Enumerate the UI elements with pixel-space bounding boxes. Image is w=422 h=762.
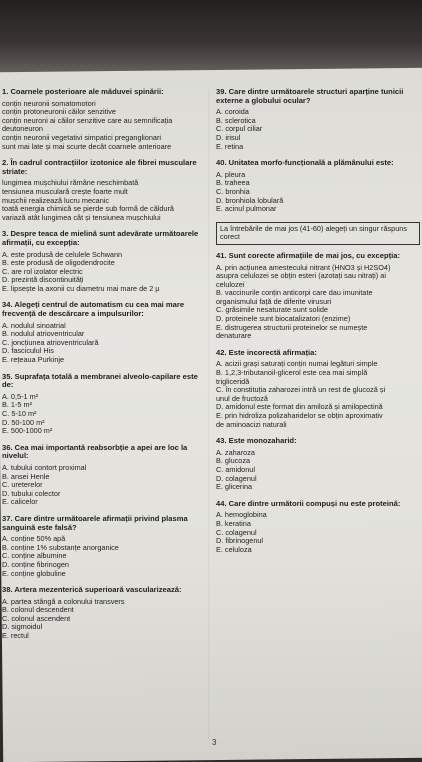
question-block — [216, 159, 422, 214]
answer-option: organismului față de diferite virusuri — [216, 297, 332, 306]
answer-option: E. glicerina — [216, 483, 253, 492]
answer-option: D. amidonul este format din amiloză și amilopectină — [216, 403, 383, 412]
question-block — [2, 301, 208, 364]
answer-option: D. bronhiola lobulară — [216, 196, 284, 205]
answer-option: C. 5-10 m² — [2, 410, 37, 418]
answer-option: B. colonul descendent — [2, 606, 74, 615]
answer-option: E. rețeaua Purkinje — [2, 356, 65, 365]
answer-option: A. pleura — [216, 170, 246, 179]
question-heading: 35. Suprafața totală a membranei alveolo-capilare este de: — [2, 371, 198, 390]
answer-option: B. 1-5 m² — [2, 401, 33, 410]
background-fabric — [0, 0, 422, 78]
paper-fold-shadow — [208, 90, 210, 740]
page-number: 3 — [212, 738, 217, 747]
question-heading: 44. Care dintre următorii compuși nu este proteină: — [216, 498, 401, 508]
question-block — [2, 444, 208, 507]
question-block — [216, 252, 422, 341]
answer-option: D. prezintă discontinuități — [2, 276, 84, 285]
answer-option: D. colagenul — [216, 474, 257, 483]
answer-option: A. zaharoza — [216, 448, 255, 457]
answer-option: B. vaccinurile conțin anticorpi care dau imunitate — [216, 289, 373, 298]
answer-option: B. conține 1% substanțe anorganice — [2, 543, 119, 552]
answer-option: A. nodulul sinoatrial — [2, 321, 66, 330]
answer-option: C. în constituția zaharozei intră un rest de glucoză și — [216, 386, 386, 395]
answer-option: E. prin hidroliza polizaharidelor se obțin aproximativ — [216, 412, 383, 420]
question-heading: 38. Artera mezenterică superioară vascularizează: — [2, 585, 182, 595]
answer-option: A. hemoglobina — [216, 511, 267, 520]
answer-option: E. retina — [216, 142, 244, 151]
answer-option: mușchii realizează lucru mecanic — [2, 196, 110, 205]
answer-option: C. amidonul — [216, 465, 255, 474]
answer-option: C. colagenul — [216, 528, 257, 537]
question-block — [2, 586, 208, 641]
answer-option: conțin protoneuronii căilor senzitive — [2, 108, 116, 117]
answer-option: lungimea mușchiului rămâne neschimbată — [2, 179, 139, 188]
answer-option: de aminoacizi naturali — [216, 420, 287, 429]
answer-option: A. 0,5-1 m² — [2, 392, 39, 401]
answer-option: B. 1,2,3-tributanoil-glicerol este cea mai simplă — [216, 369, 368, 378]
answer-option: D. fibrinogenul — [216, 537, 264, 546]
answer-option: A. conține 50% apă — [2, 535, 66, 544]
answer-option: B. traheea — [216, 179, 250, 188]
answer-option: sunt mai late și mai scurte decât coarnele anterioare — [2, 142, 172, 151]
answer-option: B. keratina — [216, 519, 251, 528]
answer-option: E. calicelor — [2, 498, 38, 507]
answer-option: D. 50-100 m² — [2, 418, 45, 427]
answer-option: C. joncțiunea atrioventriculară — [2, 338, 99, 347]
answer-option: A. prin acțiunea amestecului nitrant (HNO3 și H2SO4) — [216, 263, 391, 272]
answer-option: B. sclerotica — [216, 116, 256, 125]
answer-option: B. nodulul atrioventricular — [2, 330, 85, 339]
question-heading: 41. Sunt corecte afirmațiile de mai jos, cu excepția: — [216, 250, 401, 260]
answer-option: C. ureterelor — [2, 481, 43, 490]
answer-option: unul de fructoză — [216, 394, 268, 403]
answer-option: toată energia chimică se pierde sub formă de căldură — [2, 205, 174, 214]
answer-option: A. este produsă de celulele Schwann — [2, 250, 123, 259]
answer-option: D. fasciculul His — [2, 347, 54, 356]
left-column — [2, 88, 208, 649]
answer-option: conțin neuronii somatomotori — [2, 99, 96, 108]
answer-option: C. colonul ascendent — [2, 614, 71, 623]
question-block — [2, 373, 208, 436]
answer-option: B. glucoza — [216, 457, 251, 466]
answer-option: B. este produsă de oligodendrocite — [2, 259, 115, 268]
question-heading: 42. Este incorectă afirmația: — [216, 347, 317, 357]
answer-option: C. conține albumine — [2, 552, 67, 561]
answer-option: E. acinul pulmonar — [216, 205, 277, 214]
question-block — [2, 88, 208, 151]
question-block — [2, 230, 208, 293]
answer-option: E. rectul — [2, 632, 29, 641]
question-heading: 34. Alegeți centrul de automatism cu cea mai mare frecvență de descărcare a impulsurilor: — [2, 300, 185, 319]
question-heading: 39. Care dintre următoarele structuri aparține tunicii externe a globului ocular? — [216, 87, 404, 105]
answer-option: A. coroida — [216, 108, 249, 117]
answer-option: C. grăsimile nesaturate sunt solide — [216, 306, 328, 315]
answer-option: E. conține globuline — [2, 569, 66, 578]
question-heading: 3. Despre teaca de mielină sunt adevărate următoarele afirmații, cu excepția: — [2, 229, 199, 247]
answer-option: C. corpul ciliar — [216, 125, 263, 134]
answer-option: E. 500-1000 m² — [2, 427, 53, 436]
question-block — [216, 88, 422, 151]
question-block — [216, 500, 422, 555]
question-block — [2, 515, 208, 578]
answer-option: D. proteinele sunt biocatalizatori (enzime) — [216, 315, 351, 324]
question-block — [2, 159, 208, 222]
answer-option: D. irisul — [216, 133, 241, 142]
answer-option: conțin neuronii vegetativi simpatici preganglionari — [2, 133, 161, 142]
question-heading: 1. Coarnele posterioare ale măduvei spinării: — [2, 87, 164, 96]
question-heading: 43. Este monozaharid: — [216, 436, 297, 446]
answer-option: variază atât lungimea cât și tensiunea mușchiului — [2, 213, 161, 222]
question-block — [216, 437, 422, 492]
answer-option: B. ansei Henle — [2, 472, 50, 481]
answer-option: E. lipsește la axonii cu diametru mai mare de 2 µ — [2, 284, 160, 293]
answer-option: conțin neuroni ai căilor senzitive care au semnificația — [2, 116, 173, 125]
instruction-box: La întrebările de mai jos (41-60) alegeți un singur răspuns corect — [216, 222, 420, 245]
answer-option: A. partea stângă a colonului transvers — [2, 597, 125, 606]
answer-option: denaturare — [216, 332, 252, 341]
answer-option: deutoneuron — [2, 125, 43, 134]
answer-option: trigliceridă — [216, 377, 250, 386]
question-heading: 37. Care dintre următoarele afirmații privind plasma sanguină este falsă? — [2, 513, 188, 532]
answer-option: A. acizii grași saturați conțin numai legături simple — [216, 360, 378, 369]
answer-option: A. tubului contort proximal — [2, 463, 87, 472]
answer-option: tensiunea musculară crește foarte mult — [2, 187, 128, 196]
question-block — [216, 349, 422, 429]
answer-option: D. sigmoidul — [2, 623, 43, 632]
answer-option: C. bronhia — [216, 187, 250, 196]
right-column — [216, 88, 422, 562]
question-heading: 40. Unitatea morfo-funcțională a plămânului este: — [216, 158, 394, 168]
answer-option: C. are rol izolator electric — [2, 267, 83, 276]
answer-option: E. distrugerea structurii proteinelor se numește — [216, 323, 368, 332]
question-heading: 36. Cea mai importantă reabsorbție a apei are loc la nivelul: — [2, 442, 188, 461]
answer-option: asupra celulozei se obțin esteri (azotați sau nitrați) ai — [216, 272, 386, 281]
answer-option: D. tubului colector — [2, 489, 61, 498]
answer-option: D. conține fibrinogen — [2, 560, 69, 569]
question-heading: 2. În cadrul contracțiilor izotonice ale fibrei musculare striate: — [2, 158, 197, 176]
answer-option: E. celuloza — [216, 545, 252, 554]
answer-option: celulozei — [216, 280, 245, 289]
